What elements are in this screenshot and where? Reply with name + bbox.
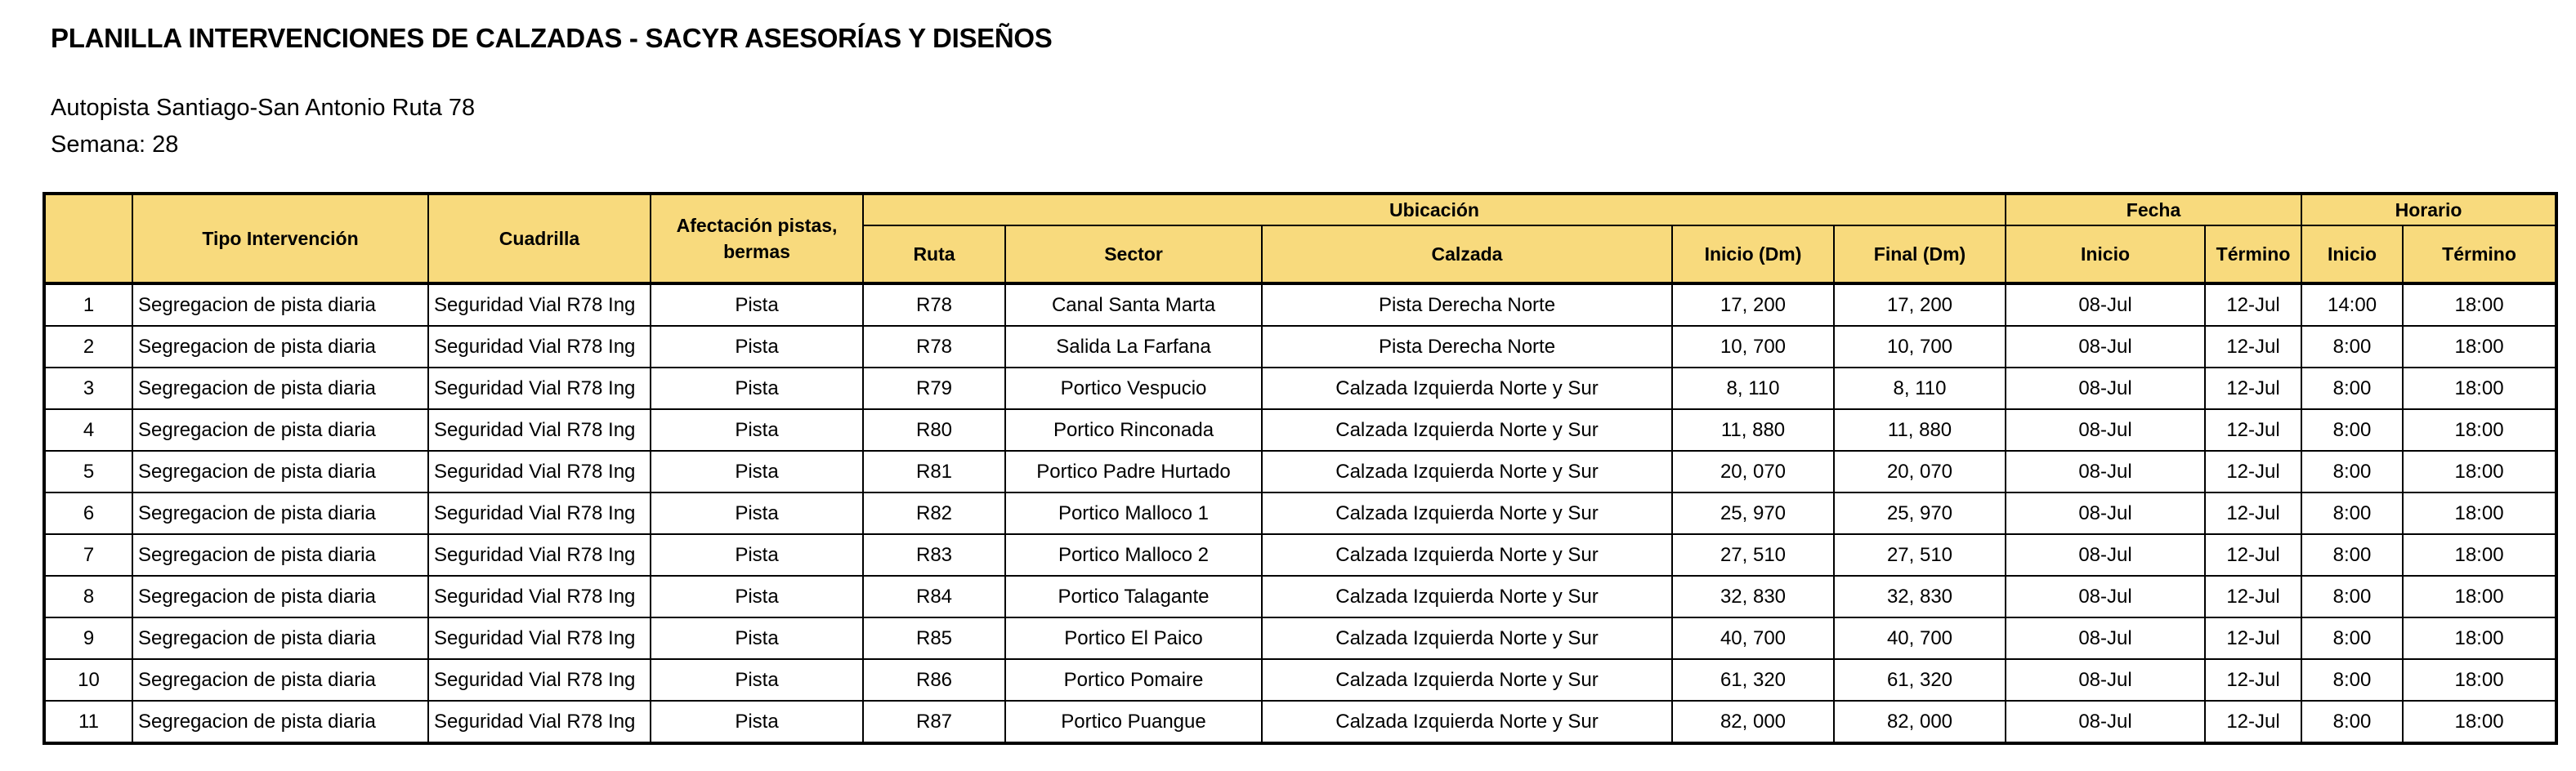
cell-inicio-dm: 40, 700 — [1672, 617, 1834, 659]
cell-ruta: R82 — [863, 492, 1005, 534]
cell-calzada: Calzada Izquierda Norte y Sur — [1262, 492, 1672, 534]
cell-cuadrilla: Seguridad Vial R78 Ing — [428, 617, 651, 659]
cell-cuadrilla: Seguridad Vial R78 Ing — [428, 326, 651, 368]
cell-fecha-termino: 12-Jul — [2205, 701, 2301, 743]
cell-afectacion: Pista — [651, 326, 863, 368]
cell-sector: Portico El Paico — [1005, 617, 1262, 659]
cell-afectacion: Pista — [651, 534, 863, 576]
cell-sector: Portico Malloco 1 — [1005, 492, 1262, 534]
cell-final-dm: 11, 880 — [1834, 409, 2006, 451]
cell-inicio-dm: 10, 700 — [1672, 326, 1834, 368]
table-row — [44, 617, 2556, 659]
table-row — [44, 409, 2556, 451]
cell-hora-termino: 18:00 — [2403, 409, 2556, 451]
cell-ruta: R83 — [863, 534, 1005, 576]
cell-calzada: Calzada Izquierda Norte y Sur — [1262, 701, 1672, 743]
cell-fecha-termino: 12-Jul — [2205, 326, 2301, 368]
cell-final-dm: 40, 700 — [1834, 617, 2006, 659]
cell-final-dm: 17, 200 — [1834, 283, 2006, 326]
cell-sector: Salida La Farfana — [1005, 326, 1262, 368]
cell-fecha-inicio: 08-Jul — [2006, 534, 2205, 576]
cell-inicio-dm: 61, 320 — [1672, 659, 1834, 701]
cell-tipo-intervencion: Segregacion de pista diaria — [132, 368, 428, 409]
cell-cuadrilla: Seguridad Vial R78 Ing — [428, 283, 651, 326]
cell-calzada: Calzada Izquierda Norte y Sur — [1262, 576, 1672, 617]
cell-afectacion: Pista — [651, 409, 863, 451]
header-sector: Sector — [1005, 225, 1262, 283]
header-tipo-intervencion: Tipo Intervención — [132, 194, 428, 283]
cell-hora-termino: 18:00 — [2403, 576, 2556, 617]
cell-inicio-dm: 82, 000 — [1672, 701, 1834, 743]
header-cuadrilla: Cuadrilla — [428, 194, 651, 283]
cell-inicio-dm: 32, 830 — [1672, 576, 1834, 617]
table-row — [44, 701, 2556, 743]
header-calzada: Calzada — [1262, 225, 1672, 283]
cell-ruta: R85 — [863, 617, 1005, 659]
cell-tipo-intervencion: Segregacion de pista diaria — [132, 451, 428, 492]
header-fecha-inicio: Inicio — [2006, 225, 2205, 283]
cell-inicio-dm: 11, 880 — [1672, 409, 1834, 451]
cell-fecha-termino: 12-Jul — [2205, 451, 2301, 492]
cell-tipo-intervencion: Segregacion de pista diaria — [132, 409, 428, 451]
cell-ruta: R87 — [863, 701, 1005, 743]
cell-ruta: R79 — [863, 368, 1005, 409]
cell-inicio-dm: 20, 070 — [1672, 451, 1834, 492]
cell-tipo-intervencion: Segregacion de pista diaria — [132, 701, 428, 743]
cell-calzada: Calzada Izquierda Norte y Sur — [1262, 659, 1672, 701]
cell-number: 8 — [44, 576, 132, 617]
cell-fecha-inicio: 08-Jul — [2006, 326, 2205, 368]
cell-cuadrilla: Seguridad Vial R78 Ing — [428, 659, 651, 701]
cell-tipo-intervencion: Segregacion de pista diaria — [132, 492, 428, 534]
cell-afectacion: Pista — [651, 617, 863, 659]
cell-final-dm: 27, 510 — [1834, 534, 2006, 576]
cell-cuadrilla: Seguridad Vial R78 Ing — [428, 409, 651, 451]
cell-sector: Canal Santa Marta — [1005, 283, 1262, 326]
cell-hora-inicio: 8:00 — [2301, 534, 2403, 576]
cell-final-dm: 8, 110 — [1834, 368, 2006, 409]
cell-calzada: Pista Derecha Norte — [1262, 326, 1672, 368]
cell-number: 6 — [44, 492, 132, 534]
cell-afectacion: Pista — [651, 492, 863, 534]
cell-final-dm: 82, 000 — [1834, 701, 2006, 743]
header-number — [44, 194, 132, 283]
cell-hora-termino: 18:00 — [2403, 451, 2556, 492]
cell-inicio-dm: 27, 510 — [1672, 534, 1834, 576]
header-inicio-dm: Inicio (Dm) — [1672, 225, 1834, 283]
cell-hora-inicio: 8:00 — [2301, 368, 2403, 409]
cell-fecha-termino: 12-Jul — [2205, 576, 2301, 617]
cell-cuadrilla: Seguridad Vial R78 Ing — [428, 701, 651, 743]
cell-hora-termino: 18:00 — [2403, 283, 2556, 326]
table-row — [44, 283, 2556, 326]
table-row — [44, 326, 2556, 368]
interventions-table — [42, 192, 2558, 745]
cell-cuadrilla: Seguridad Vial R78 Ing — [428, 451, 651, 492]
header-fecha-termino: Término — [2205, 225, 2301, 283]
header-final-dm: Final (Dm) — [1834, 225, 2006, 283]
cell-fecha-inicio: 08-Jul — [2006, 368, 2205, 409]
header-ruta: Ruta — [863, 225, 1005, 283]
cell-ruta: R80 — [863, 409, 1005, 451]
cell-calzada: Calzada Izquierda Norte y Sur — [1262, 368, 1672, 409]
cell-hora-inicio: 8:00 — [2301, 326, 2403, 368]
cell-sector: Portico Talagante — [1005, 576, 1262, 617]
cell-hora-termino: 18:00 — [2403, 368, 2556, 409]
cell-hora-inicio: 8:00 — [2301, 576, 2403, 617]
cell-fecha-inicio: 08-Jul — [2006, 451, 2205, 492]
header-fecha: Fecha — [2006, 194, 2301, 225]
table-row — [44, 492, 2556, 534]
cell-ruta: R84 — [863, 576, 1005, 617]
cell-fecha-termino: 12-Jul — [2205, 409, 2301, 451]
cell-afectacion: Pista — [651, 283, 863, 326]
cell-hora-inicio: 8:00 — [2301, 409, 2403, 451]
cell-sector: Portico Pomaire — [1005, 659, 1262, 701]
cell-final-dm: 61, 320 — [1834, 659, 2006, 701]
cell-fecha-inicio: 08-Jul — [2006, 659, 2205, 701]
cell-hora-inicio: 14:00 — [2301, 283, 2403, 326]
cell-number: 3 — [44, 368, 132, 409]
cell-hora-termino: 18:00 — [2403, 659, 2556, 701]
cell-fecha-inicio: 08-Jul — [2006, 409, 2205, 451]
cell-sector: Portico Vespucio — [1005, 368, 1262, 409]
cell-tipo-intervencion: Segregacion de pista diaria — [132, 617, 428, 659]
cell-number: 1 — [44, 283, 132, 326]
cell-sector: Portico Malloco 2 — [1005, 534, 1262, 576]
cell-sector: Portico Rinconada — [1005, 409, 1262, 451]
cell-fecha-inicio: 08-Jul — [2006, 283, 2205, 326]
table-body — [44, 283, 2556, 743]
header-afectacion: Afectación pistas, bermas — [651, 194, 863, 283]
cell-final-dm: 25, 970 — [1834, 492, 2006, 534]
cell-inicio-dm: 25, 970 — [1672, 492, 1834, 534]
cell-inicio-dm: 8, 110 — [1672, 368, 1834, 409]
cell-ruta: R78 — [863, 283, 1005, 326]
cell-hora-inicio: 8:00 — [2301, 617, 2403, 659]
cell-final-dm: 20, 070 — [1834, 451, 2006, 492]
cell-fecha-termino: 12-Jul — [2205, 617, 2301, 659]
cell-inicio-dm: 17, 200 — [1672, 283, 1834, 326]
cell-afectacion: Pista — [651, 659, 863, 701]
cell-hora-termino: 18:00 — [2403, 534, 2556, 576]
cell-ruta: R86 — [863, 659, 1005, 701]
cell-number: 7 — [44, 534, 132, 576]
cell-calzada: Calzada Izquierda Norte y Sur — [1262, 534, 1672, 576]
table-header — [44, 194, 2556, 283]
cell-calzada: Calzada Izquierda Norte y Sur — [1262, 451, 1672, 492]
cell-tipo-intervencion: Segregacion de pista diaria — [132, 534, 428, 576]
cell-number: 9 — [44, 617, 132, 659]
cell-afectacion: Pista — [651, 368, 863, 409]
table-row — [44, 368, 2556, 409]
cell-fecha-inicio: 08-Jul — [2006, 492, 2205, 534]
header-hora-termino: Término — [2403, 225, 2556, 283]
cell-number: 4 — [44, 409, 132, 451]
cell-final-dm: 10, 700 — [1834, 326, 2006, 368]
cell-hora-termino: 18:00 — [2403, 701, 2556, 743]
cell-fecha-inicio: 08-Jul — [2006, 576, 2205, 617]
cell-cuadrilla: Seguridad Vial R78 Ing — [428, 534, 651, 576]
cell-hora-inicio: 8:00 — [2301, 659, 2403, 701]
cell-hora-inicio: 8:00 — [2301, 701, 2403, 743]
table-row — [44, 659, 2556, 701]
cell-fecha-termino: 12-Jul — [2205, 659, 2301, 701]
cell-hora-inicio: 8:00 — [2301, 451, 2403, 492]
cell-fecha-inicio: 08-Jul — [2006, 701, 2205, 743]
cell-hora-termino: 18:00 — [2403, 617, 2556, 659]
cell-ruta: R81 — [863, 451, 1005, 492]
cell-cuadrilla: Seguridad Vial R78 Ing — [428, 576, 651, 617]
cell-afectacion: Pista — [651, 451, 863, 492]
cell-calzada: Pista Derecha Norte — [1262, 283, 1672, 326]
cell-afectacion: Pista — [651, 576, 863, 617]
table-row — [44, 451, 2556, 492]
cell-fecha-termino: 12-Jul — [2205, 283, 2301, 326]
cell-cuadrilla: Seguridad Vial R78 Ing — [428, 492, 651, 534]
header-hora-inicio: Inicio — [2301, 225, 2403, 283]
table-row — [44, 576, 2556, 617]
cell-number: 5 — [44, 451, 132, 492]
highway-name: Autopista Santiago-San Antonio Ruta 78 — [51, 95, 476, 121]
cell-fecha-termino: 12-Jul — [2205, 534, 2301, 576]
cell-tipo-intervencion: Segregacion de pista diaria — [132, 283, 428, 326]
cell-fecha-termino: 12-Jul — [2205, 492, 2301, 534]
cell-tipo-intervencion: Segregacion de pista diaria — [132, 576, 428, 617]
cell-number: 11 — [44, 701, 132, 743]
cell-sector: Portico Puangue — [1005, 701, 1262, 743]
cell-hora-termino: 18:00 — [2403, 492, 2556, 534]
cell-number: 2 — [44, 326, 132, 368]
cell-calzada: Calzada Izquierda Norte y Sur — [1262, 409, 1672, 451]
cell-fecha-inicio: 08-Jul — [2006, 617, 2205, 659]
week-label: Semana: 28 — [51, 131, 179, 158]
cell-hora-termino: 18:00 — [2403, 326, 2556, 368]
cell-fecha-termino: 12-Jul — [2205, 368, 2301, 409]
cell-hora-inicio: 8:00 — [2301, 492, 2403, 534]
cell-ruta: R78 — [863, 326, 1005, 368]
cell-cuadrilla: Seguridad Vial R78 Ing — [428, 368, 651, 409]
header-horario: Horario — [2301, 194, 2556, 225]
cell-sector: Portico Padre Hurtado — [1005, 451, 1262, 492]
cell-afectacion: Pista — [651, 701, 863, 743]
cell-calzada: Calzada Izquierda Norte y Sur — [1262, 617, 1672, 659]
cell-number: 10 — [44, 659, 132, 701]
table-row — [44, 534, 2556, 576]
cell-final-dm: 32, 830 — [1834, 576, 2006, 617]
cell-tipo-intervencion: Segregacion de pista diaria — [132, 659, 428, 701]
cell-tipo-intervencion: Segregacion de pista diaria — [132, 326, 428, 368]
header-ubicacion: Ubicación — [863, 194, 2006, 225]
document-title: PLANILLA INTERVENCIONES DE CALZADAS - SACYR ASESORÍAS Y DISEÑOS — [51, 23, 1053, 53]
